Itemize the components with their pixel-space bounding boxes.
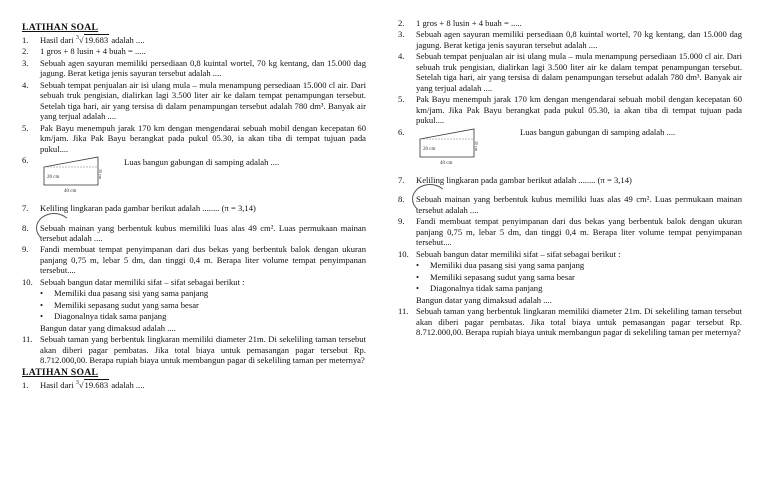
question-2: 2. 1 gros + 8 lusin + 4 buah = .....	[22, 46, 146, 57]
list-item: • Diagonalnya tidak sama panjang	[416, 283, 543, 294]
right-column	[398, 18, 742, 339]
figure-label-height: 20 cm	[47, 175, 60, 181]
question-10-followup: Bangun datar yang dimaksud adalah ....	[40, 322, 176, 333]
list-item: • Diagonalnya tidak sama panjang	[40, 311, 167, 322]
question-text: Hasil dari $^3$√19.683 adalah ....	[40, 34, 145, 45]
list-item: • Memiliki dua pasang sisi yang sama panjang	[416, 260, 585, 271]
worksheet-title-repeat: LATIHAN SOAL	[22, 366, 99, 378]
question-11: 11. Sebuah taman yang berbentuk lingkaran memiliki diameter 21m. Di sekeliling taman tersebut akan diberi pagar pembatas. Jika total biaya untuk pemasangan pagar tersebut Rp. 8.712.000,00. Berapa rupiah biaya untuk membangun pagar di sekeliling taman per meternya?	[398, 306, 742, 338]
list-item: • Memiliki dua pasang sisi yang sama panjang	[40, 288, 209, 299]
figure-label-height: 20 cm	[423, 146, 436, 152]
figure-label-side: 30 cm	[474, 140, 479, 151]
root-index: 3	[75, 34, 79, 41]
question-7: 7. Keliling lingkaran pada gambar berikut adalah ........ (π = 3,14)	[398, 174, 632, 185]
question-9: 9. Fandi membuat tempat penyimpanan dari dus bekas yang berbentuk balok dengan ukuran panjang 0,75 m, lebar 5 dm, dan tinggi 0,4 m. Berapa liter volume tempat penyimpanan tersebut....	[398, 216, 742, 248]
list-item: • Memiliki sepasang sudut yang sama besar	[416, 271, 575, 282]
question-6: 6. 20 cm 40 cm 30 cm Luas bangun gabungan di samping adalah ....	[22, 155, 280, 195]
composite-shape-figure	[416, 127, 478, 165]
question-6: 6. 20 cm 40 cm 30 cm Luas bangun gabungan di samping adalah ....	[398, 126, 676, 166]
question-9: 9. Fandi membuat tempat penyimpanan dari dus bekas yang berbentuk balok dengan ukuran panjang 0,75 m, lebar 5 dm, dan tinggi 0,4 m. Berapa liter volume tempat penyimpanan tersebut....	[22, 244, 366, 276]
list-item: • Memiliki sepasang sudut yang sama besar	[40, 299, 199, 310]
figure-label-width: 40 cm	[440, 160, 453, 166]
question-number: 1.	[22, 34, 29, 45]
question-4: 4. Sebuah tempat penjualan air isi ulang mula – mula menampung persediaan 15.000 cl air. Dari sebuah truk pengisian, dialirkan lagi 3.500 liter air ke dalam tempat penampungan tersebut. Setelah tiga hari, air yang tersisa di dalam penampungan tersebut adalah 780 dm³. Banyak air yang terjual adalah ....	[22, 79, 366, 122]
question-8: 8. Sebuah mainan yang berbentuk kubus memiliki luas alas 49 cm². Luas permukaan mainan tersebut adalah ....	[398, 194, 742, 215]
circle-figure	[36, 213, 72, 243]
question-7: 7. Keliling lingkaran pada gambar berikut adalah ........ (π = 3,14)	[22, 203, 256, 214]
question-2: 2. 1 gros + 8 lusin + 4 buah = .....	[398, 18, 522, 28]
radicand: 19.683	[84, 34, 109, 45]
question-8: 8. Sebuah mainan yang berbentuk kubus memiliki luas alas 49 cm². Luas permukaan mainan tersebut adalah ....	[22, 223, 366, 244]
question-4: 4. Sebuah tempat penjualan air isi ulang mula – mula menampung persediaan 15.000 cl air. Dari sebuah truk pengisian, dialirkan lagi 3.500 liter air ke dalam tempat penampungan tersebut. Setelah tiga hari, air yang tersisa di dalam penampungan tersebut adalah 780 dm³. Banyak air yang terjual adalah ....	[398, 51, 742, 93]
figure-label-side: 30 cm	[98, 169, 103, 179]
question-10: 10. Sebuah bangun datar memiliki sifat – sifat sebagai berikut :	[398, 248, 621, 259]
composite-shape-figure	[40, 155, 102, 193]
question-5: 5. Pak Bayu menempuh jarak 170 km dengan mengendarai sebuah mobil dengan kecepatan 60 km/jam. Jika Pak Bayu berangkat pada pukul 05.30, ia akan tiba di tempat tujuan pada pukul....	[22, 122, 366, 154]
question-1	[22, 35, 366, 45]
question-11: 11. Sebuah taman yang berbentuk lingkaran memiliki diameter 21m. Di sekeliling taman tersebut akan diberi pagar pembatas. Jika total biaya untuk pemasangan pagar tersebut Rp. 8.712.000,00. Berapa rupiah biaya untuk membangun pagar di sekeliling taman per meternya?	[22, 334, 366, 366]
question-1-repeat: 1. Hasil dari $^3$√19.683 adalah ....	[22, 379, 145, 390]
left-column	[22, 22, 366, 391]
worksheet-title: LATIHAN SOAL	[22, 22, 99, 33]
figure-label-width: 40 cm	[64, 189, 77, 195]
question-3: 3. Sebuah agen sayuran memiliki persediaan 0,8 kuintal wortel, 70 kg kentang, dan 15.000 dag jagung. Berat ketiga jenis sayuran tersebut adalah ....	[22, 57, 366, 79]
question-10: 10. Sebuah bangun datar memiliki sifat – sifat sebagai berikut :	[22, 276, 245, 287]
question-5: 5. Pak Bayu menempuh jarak 170 km dengan mengendarai sebuah mobil dengan kecepatan 60 km/jam. Jika Pak Bayu berangkat pada pukul 05.30, ia akan tiba di tempat tujuan pada pukul....	[398, 94, 742, 126]
radical-symbol: √	[78, 34, 84, 45]
question-10-followup: Bangun datar yang dimaksud adalah ....	[416, 294, 552, 305]
question-3: 3. Sebuah agen sayuran memiliki persediaan 0,8 kuintal wortel, 70 kg kentang, dan 15.000 dag jagung. Berat ketiga jenis sayuran tersebut adalah ....	[398, 29, 742, 50]
